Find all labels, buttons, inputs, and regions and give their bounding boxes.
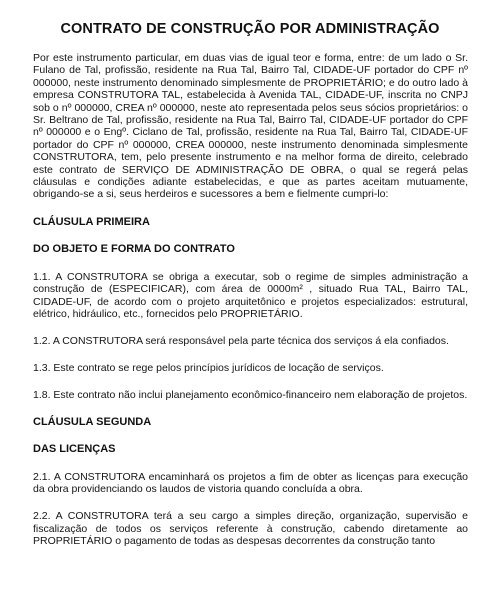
- clause-2-subheading: DAS LICENÇAS: [33, 443, 116, 456]
- clause-2-item-2: 2.2. A CONSTRUTORA terá a seu cargo a simples direção, organização, supervisão e fiscalização de todos os serviços referente à construção, cabendo diretamente ao PROPRIETÁRIO o pagamento de todas as despesas decorrentes da construção tanto: [33, 510, 468, 548]
- clause-1-item-3: 1.3. Este contrato se rege pelos princípios jurídicos de locação de serviços.: [33, 362, 384, 375]
- clause-1-item-2: 1.2. A CONSTRUTORA será responsável pela parte técnica dos serviços á ela confiados.: [33, 335, 449, 348]
- clause-1-item-8: 1.8. Este contrato não inclui planejamento econômico-financeiro nem elaboração de projetos.: [33, 389, 468, 402]
- clause-2-item-1: 2.1. A CONSTRUTORA encaminhará os projetos a fim de obter as licenças para execução da obra providenciando os laudos de vistoria quando concluída a obra.: [33, 471, 468, 496]
- document-body: [33, 52, 468, 548]
- clause-1-subheading: DO OBJETO E FORMA DO CONTRATO: [33, 243, 235, 256]
- intro-paragraph: Por este instrumento particular, em duas vias de igual teor e forma, entre: de um lado o Sr. Fulano de Tal, profissão, residente na Rua Tal, Bairro Tal, CIDADE-UF portador do CPF nº 000000, neste instrumento denominado simplesmente de PROPRIETÁRIO; e do outro lado à empresa CONSTRUTORA TAL, estabelecida à Avenida TAL, CIDADE-UF, inscrita no CNPJ sob o nº 000000, CREA nº 000000, neste ato representada pelos seus sócios proprietários: o Sr. Beltrano de Tal, profissão, residente na Rua Tal, Bairro Tal, CIDADE-UF portador do CPF nº 000000 e o Engº. Ciclano de Tal, profissão, residente na Rua Tal, Bairro Tal, CIDADE-UF portador do CPF nº 000000, CREA 000000, neste instrumento denominada simplesmente CONSTRUTORA, tem, pelo presente instrumento e na melhor forma de direito, celebrado este contrato de SERVIÇO DE ADMINISTRAÇÃO DE OBRA, o qual se regerá pelas cláusulas e condições adiante estabelecidas, e que as partes aceitam mutuamente, obrigando-se a si, seus herdeiros e sucessores a bem e fielmente cumpri-lo:: [33, 52, 468, 201]
- clause-1-heading: CLÁUSULA PRIMEIRA: [33, 216, 150, 229]
- clause-1-item-1: 1.1. A CONSTRUTORA se obriga a executar, sob o regime de simples administração a construção de (ESPECIFICAR), com área de 0000m² , situado Rua TAL, Bairro TAL, CIDADE-UF, de acordo com o projeto arquitetônico e projetos especializados: estrutural, elétrico, hidráulico, etc., fornecidos pelo PROPRIETÁRIO.: [33, 271, 468, 321]
- clause-2-heading: CLÁUSULA SEGUNDA: [33, 416, 152, 429]
- document-title: CONTRATO DE CONSTRUÇÃO POR ADMINISTRAÇÃO: [60, 21, 440, 37]
